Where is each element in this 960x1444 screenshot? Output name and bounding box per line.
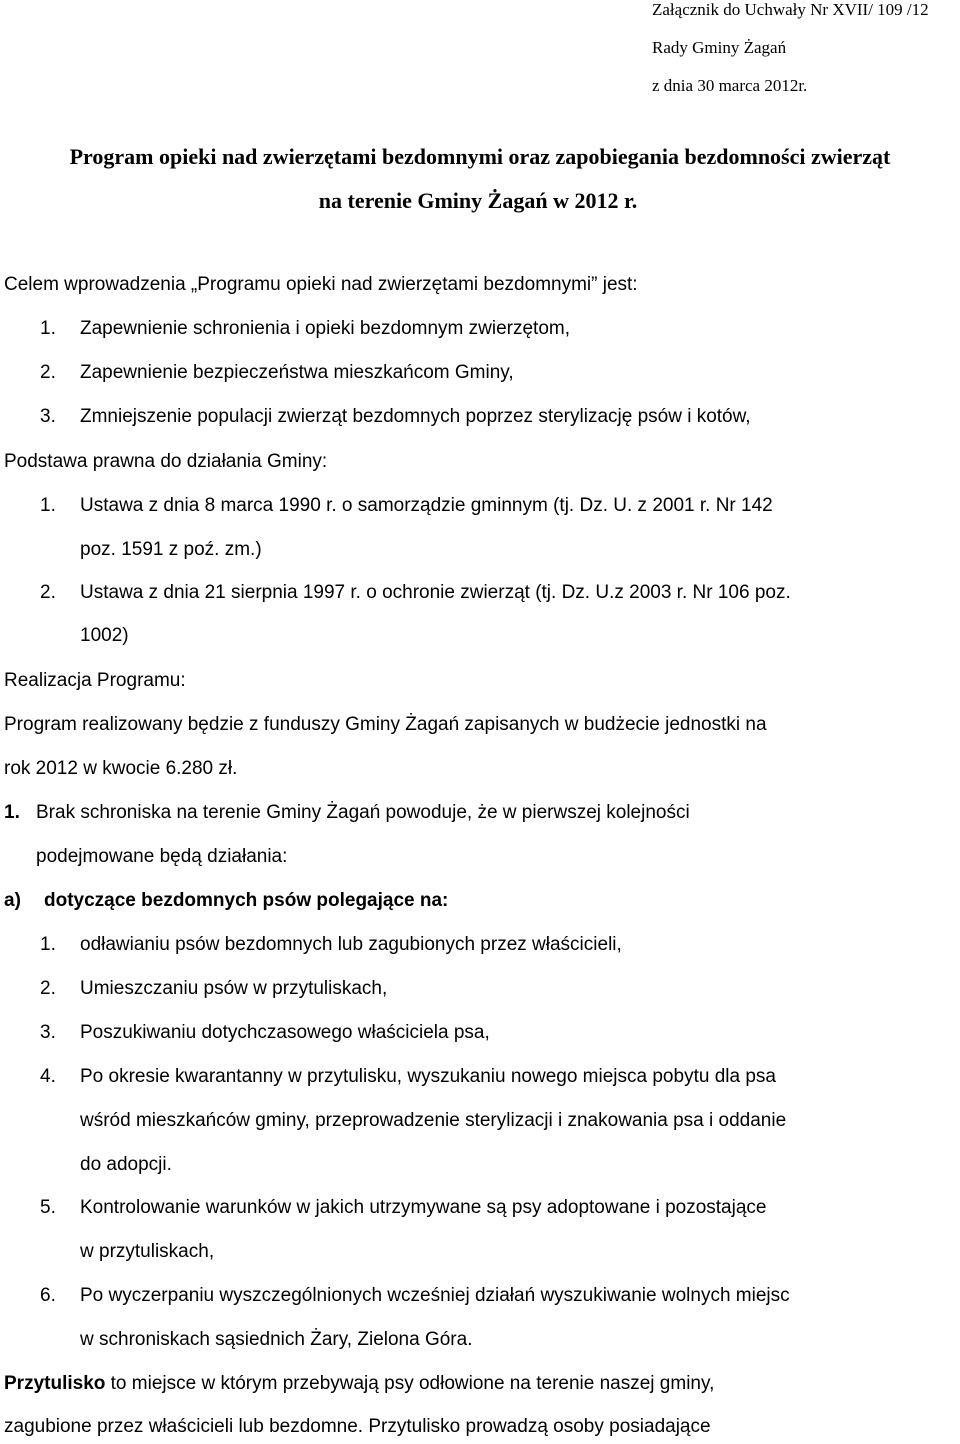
legal-text-line: Ustawa z dnia 8 marca 1990 r. o samorządzie gminnym (tj. Dz. U. z 2001 r. Nr 142 [80,495,773,516]
goal-number: 2. [40,362,56,383]
annex-line-1: Załącznik do Uchwały Nr XVII/ 109 /12 [652,0,929,19]
document-title-line-2: na terenie Gminy Żagań w 2012 r. [318,188,638,213]
shelter-definition-text: to miejsce w którym przebywają psy odłowione na terenie naszej gminy, [105,1373,715,1394]
action-text-line: w schroniskach sąsiednich Żary, Zielona Góra. [80,1329,473,1350]
action-text-line: w przytuliskach, [80,1241,215,1262]
action-text-line: Kontrolowanie warunków w jakich utrzymywane są psy adoptowane i pozostające [80,1197,767,1218]
action-text-line: Umieszczaniu psów w przytuliskach, [80,978,388,999]
action-text-line: Po okresie kwarantanny w przytulisku, wyszukaniu nowego miejsca pobytu dla psa [80,1066,776,1087]
action-number: 4. [40,1066,56,1087]
goal-text: Zmniejszenie populacji zwierząt bezdomnych poprzez sterylizację psów i kotów, [80,406,751,427]
goal-number: 3. [40,406,56,427]
goal-text: Zapewnienie bezpieczeństwa mieszkańcom Gminy, [80,362,514,383]
action-number: 6. [40,1285,56,1306]
goal-text: Zapewnienie schronienia i opieki bezdomnym zwierzętom, [80,318,571,339]
action-number: 1. [40,934,56,955]
action-text-line: do adopcji. [80,1154,172,1175]
action-number: 3. [40,1022,56,1043]
shelter-definition-line: zagubione przez właścicieli lub bezdomne. Przytulisko prowadzą osoby posiadające [4,1416,711,1437]
point-number: 1. [4,802,20,823]
legal-number: 1. [40,495,56,516]
action-text-line: odławianiu psów bezdomnych lub zagubionych przez właścicieli, [80,934,622,955]
realization-text-line: Program realizowany będzie z funduszy Gminy Żagań zapisanych w budżecie jednostki na [4,714,767,735]
section-heading: dotyczące bezdomnych psów polegające na: [44,890,449,911]
realization-heading: Realizacja Programu: [4,670,186,691]
goals-intro: Celem wprowadzenia „Programu opieki nad zwierzętami bezdomnymi” jest: [4,274,638,295]
section-label: a) [4,890,21,911]
legal-heading: Podstawa prawna do działania Gminy: [4,451,328,472]
legal-text-line: 1002) [80,625,129,646]
document-title-line-1: Program opieki nad zwierzętami bezdomnymi oraz zapobiegania bezdomności zwierząt [69,144,891,169]
action-number: 2. [40,978,56,999]
annex-line-2: Rady Gminy Żagań [652,38,787,57]
action-text-line: Po wyczerpaniu wyszczególnionych wcześniej działań wyszukiwanie wolnych miejsc [80,1285,790,1306]
action-number: 5. [40,1197,56,1218]
legal-text-line: poz. 1591 z poź. zm.) [80,539,262,560]
realization-text-line: rok 2012 w kwocie 6.280 zł. [4,758,238,779]
action-text-line: Poszukiwaniu dotychczasowego właściciela psa, [80,1022,490,1043]
legal-number: 2. [40,582,56,603]
legal-text-line: Ustawa z dnia 21 sierpnia 1997 r. o ochronie zwierząt (tj. Dz. U.z 2003 r. Nr 106 poz. [80,582,791,603]
point-text-line: Brak schroniska na terenie Gminy Żagań powoduje, że w pierwszej kolejności [36,802,690,823]
point-text-line: podejmowane będą działania: [36,846,288,867]
annex-line-3: z dnia 30 marca 2012r. [652,76,808,95]
shelter-definition-line [4,1373,714,1395]
goal-number: 1. [40,318,56,339]
action-text-line: wśród mieszkańców gminy, przeprowadzenie sterylizacji i znakowania psa i oddanie [80,1110,787,1131]
shelter-term: Przytulisko [4,1373,106,1394]
